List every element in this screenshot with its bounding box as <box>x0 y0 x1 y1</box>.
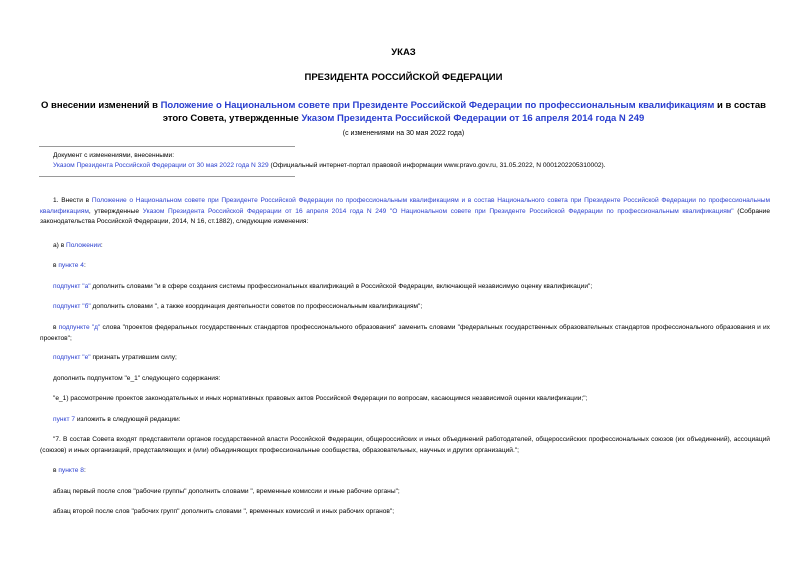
decree-issuer: ПРЕЗИДЕНТА РОССИЙСКОЙ ФЕДЕРАЦИИ <box>304 72 503 83</box>
doc-title-link-decree[interactable]: Указом Президента Российской Федерации от 16 апреля 2014 года N 249 <box>301 112 645 124</box>
p1-text: (Собрание законодательства Российской Федерации, 2014, N 16, ст.1882), следующие изменения: <box>40 207 770 225</box>
doc-title-text: О внесении изменений в <box>40 100 161 111</box>
item-a-link[interactable]: Положении <box>66 242 101 249</box>
edition-note: (с изменениями на 30 мая 2022 года) <box>342 130 465 137</box>
changes-source: (Официальный интернет-портал правовой информации www.pravo.gov.ru, 31.05.2022, N 0001202205310002). <box>268 162 606 169</box>
point-4-text: в <box>53 262 59 269</box>
changes-heading: Документ с изменениями, внесенными: <box>53 152 175 159</box>
subpoint-b-text: дополнить словами ", а также координация деятельности советов по профессиональным квалификациям"; <box>90 303 423 310</box>
paragraph-1 <box>40 196 770 228</box>
subpoint-d <box>40 323 770 344</box>
point-8-text: : <box>83 467 86 474</box>
point-7-link[interactable]: пункт 7 <box>53 416 75 423</box>
point-8 <box>40 466 770 477</box>
changes-entry <box>53 161 783 171</box>
point-4-text: : <box>83 262 86 269</box>
point-8-text: в <box>53 467 59 474</box>
point-7 <box>40 415 770 426</box>
subpoint-e <box>40 353 770 364</box>
point-4 <box>40 261 770 272</box>
changes-block <box>53 151 783 171</box>
point-7-text: изложить в следующей редакции: <box>75 416 181 423</box>
doc-title-link-regulation[interactable]: Положение о Национальном совете при Президенте Российской Федерации по профессиональным квалификациям <box>160 100 715 111</box>
subpoint-b-link[interactable]: подпункт "б" <box>53 303 91 310</box>
p1-link-regulation[interactable]: Положение о Национальном совете при Президенте Российской Федерации по профессиональным квалификациям и в состав Национального совета при Президенте Российской Федерации по профессиональным квалификациям <box>40 197 770 215</box>
subpoint-d-text: слова "проектов федеральных государственных стандартов профессионального образования" заменить словами "федеральных государственных образовательных стандартов профессионального образования и их проектов"; <box>40 324 770 342</box>
divider-top <box>39 146 295 147</box>
subpoint-a-text: дополнить словами "и в сфере создания системы профессиональных квалификаций в Российской Федерации, включающей независимую оценку квалификации"; <box>90 283 593 290</box>
add-e1-instruction: дополнить подпунктом "е_1" следующего содержания: <box>53 375 221 382</box>
subpoint-a-link[interactable]: подпункт "а" <box>53 283 91 290</box>
doc-title-text: и в состав этого Совета, утвержденные <box>162 100 767 124</box>
item-a-text: : <box>100 242 103 249</box>
subpoint-b <box>40 302 770 313</box>
subpoint-e-text: признать утратившим силу; <box>90 354 177 361</box>
p1-text: 1. Внести в <box>53 197 92 204</box>
decree-title: УКАЗ <box>391 47 416 58</box>
point-8-link[interactable]: пункте 8 <box>58 467 84 474</box>
paragraph-second-amendment: абзац второй после слов "рабочих групп" дополнить словами ", временных комиссий и иных рабочих органов"; <box>53 508 395 515</box>
changes-link[interactable]: Указом Президента Российской Федерации от 30 мая 2022 года N 329 <box>53 162 269 169</box>
document-title <box>40 100 767 125</box>
subpoint-d-text: в <box>53 324 59 331</box>
subpoint-e-link[interactable]: подпункт "е" <box>53 354 91 361</box>
divider-bottom <box>39 176 295 177</box>
p1-text: , утвержденные <box>88 207 143 215</box>
point-4-link[interactable]: пункте 4 <box>58 262 84 269</box>
subpoint-e1-text: "е_1) рассмотрение проектов законодательных и иных нормативных правовых актов Российской Федерации по вопросам, касающимся независимой оценки квалификации;"; <box>53 395 588 402</box>
p1-link-decree[interactable]: Указом Президента Российской Федерации от 16 апреля 2014 года N 249 "О Национальном совете при Президенте Российской Федерации по профессиональным квалификациям" <box>142 207 734 215</box>
subpoint-d-link[interactable]: подпункте "д" <box>58 324 101 331</box>
item-a <box>40 241 770 252</box>
point-7-new-text: "7. В состав Совета входят представители органов государственной власти Российской Федерации, общероссийских и иных объединений работодателей, общероссийских профессиональных союзов (их объединений), ассоциаций (союзов) и иных организаций, представляющих и (или) объединяющих профессиональные сообщества, образовательных, научных и других организаций."; <box>40 436 770 454</box>
paragraph-first-amendment: абзац первый после слов "рабочие группы" дополнить словами ", временные комиссии и иные рабочие органы"; <box>53 488 400 495</box>
subpoint-a <box>40 282 770 293</box>
item-a-text: а) в <box>53 242 67 249</box>
